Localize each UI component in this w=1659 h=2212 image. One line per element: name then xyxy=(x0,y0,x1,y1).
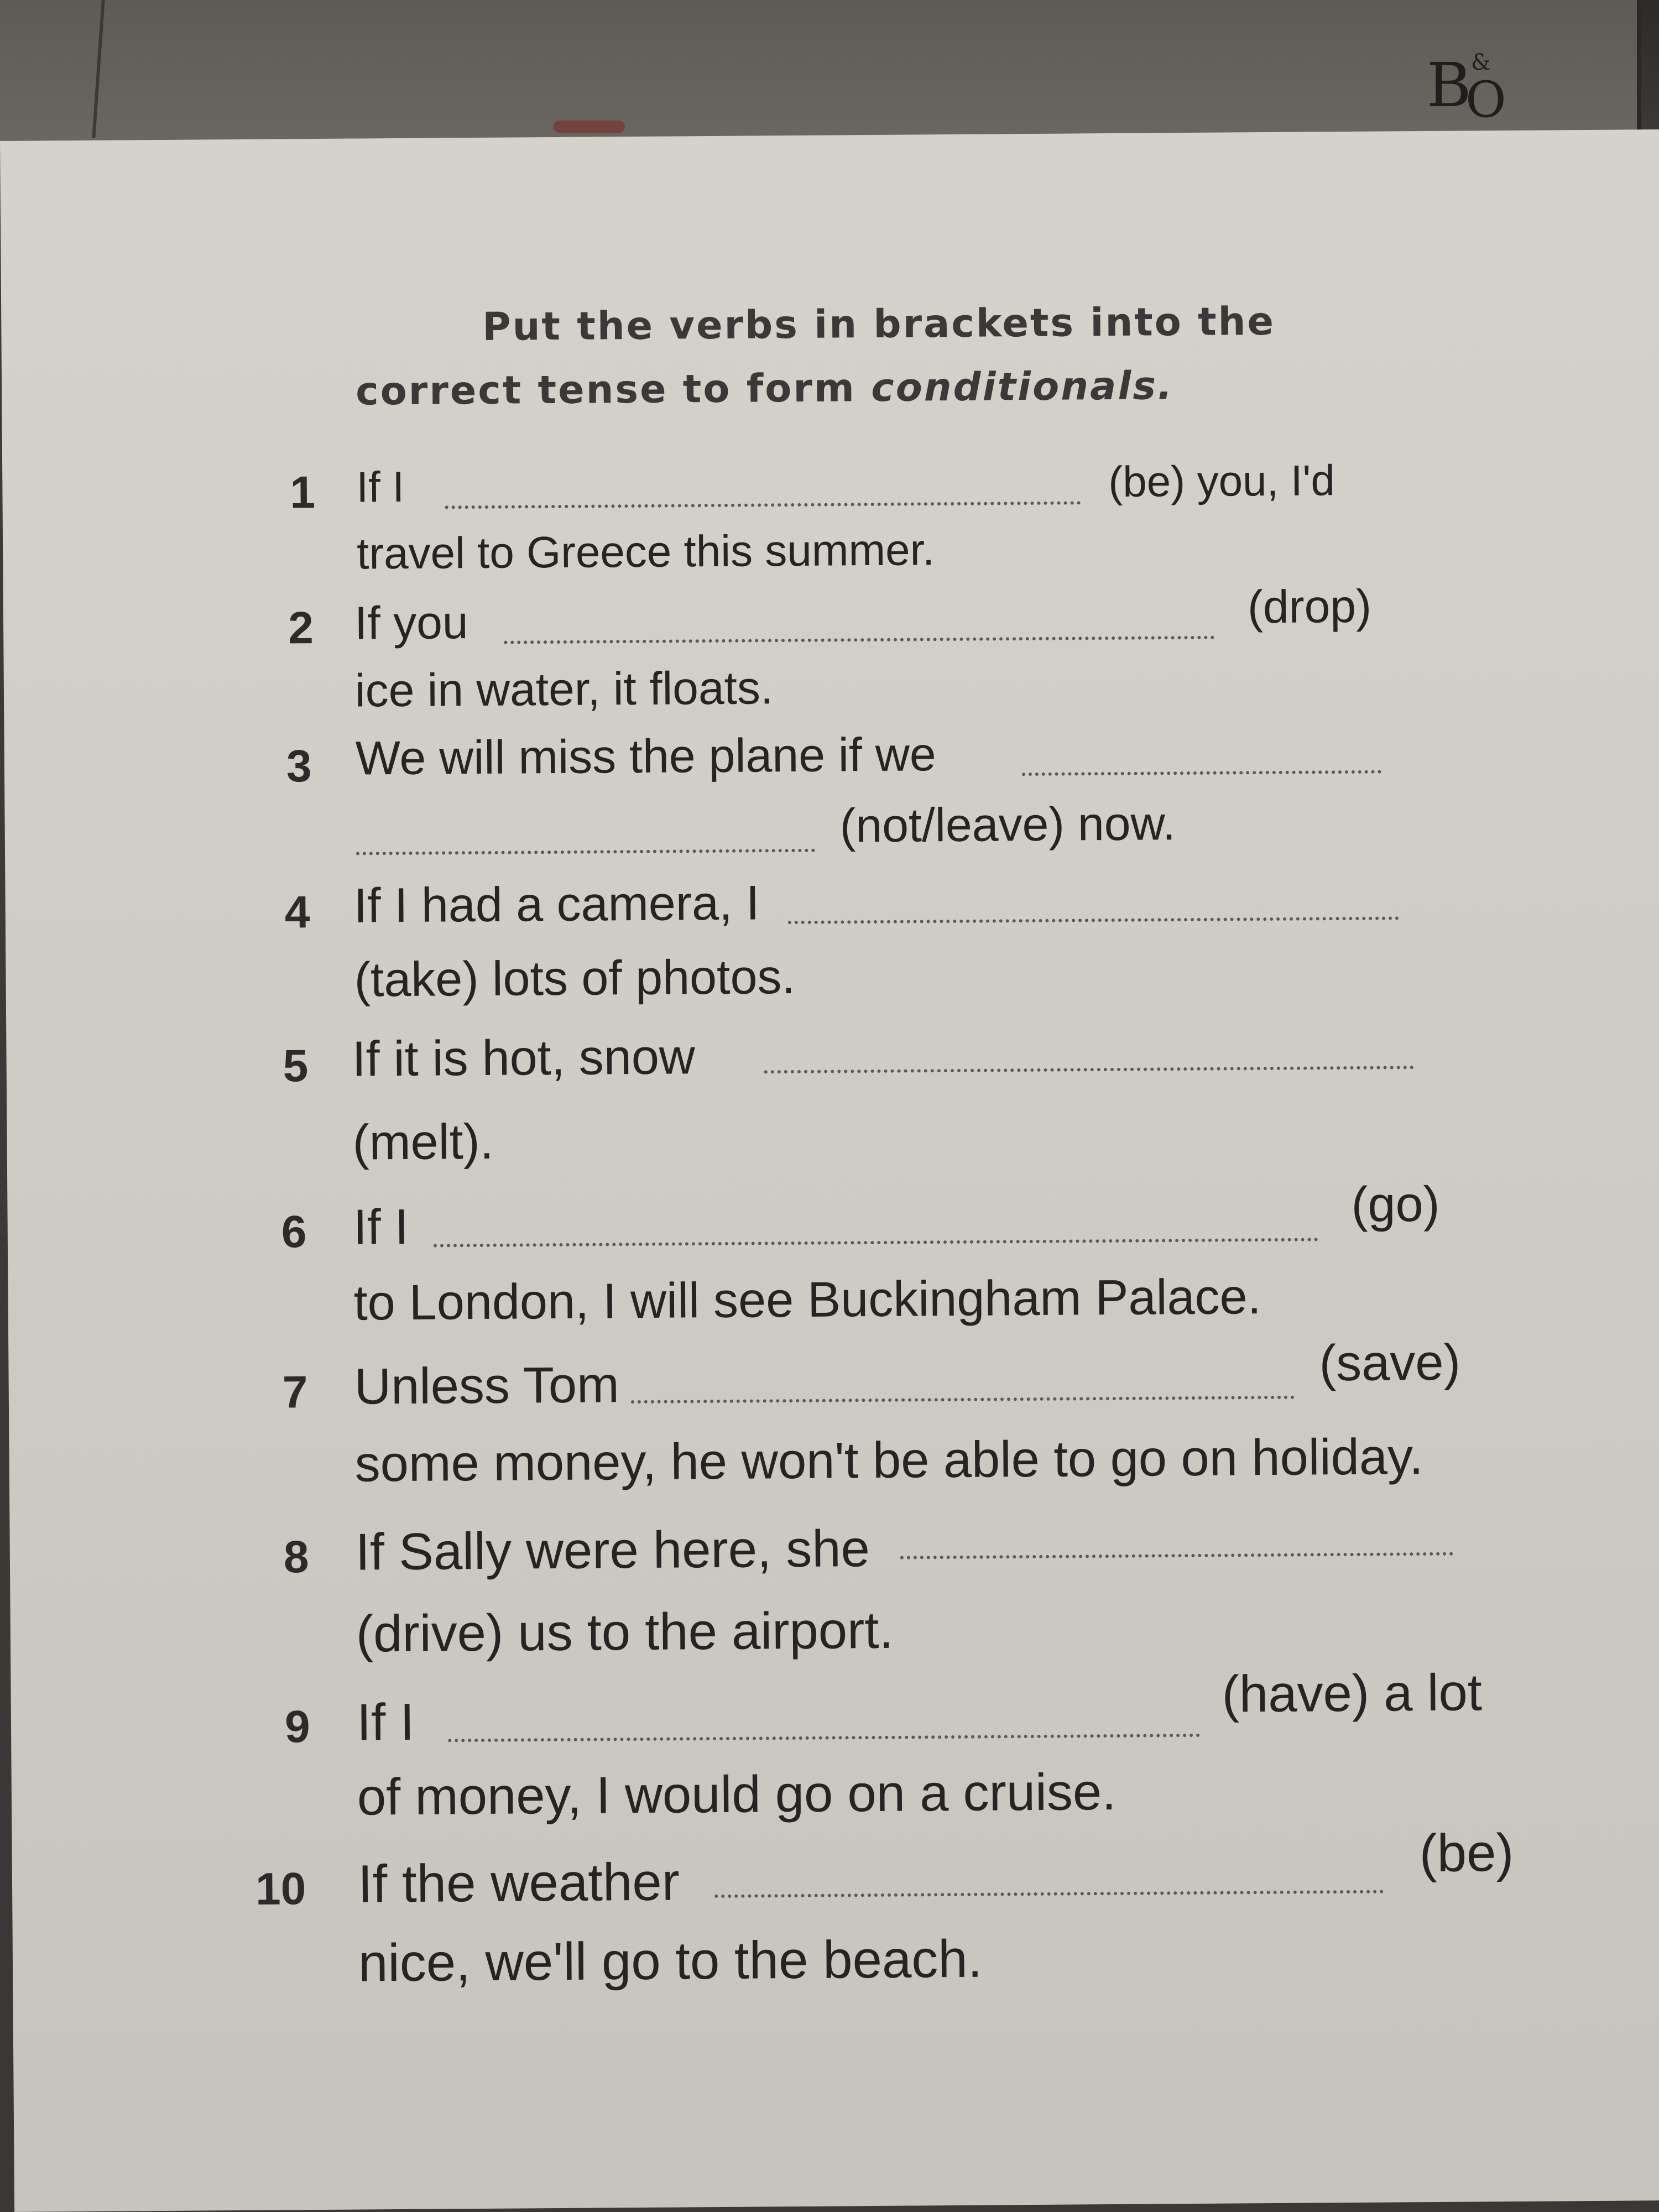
logo-letter-o: O xyxy=(1465,71,1506,129)
item-text-after: nice, we'll go to the beach. xyxy=(358,1929,983,1993)
item-text-after: to London, I will see Buckingham Palace. xyxy=(353,1269,1261,1331)
item-verb-hint: (not/leave) now. xyxy=(839,797,1176,853)
answer-blank[interactable] xyxy=(714,1890,1384,1898)
exercise-item-6 xyxy=(7,1169,1659,1331)
logo-letter-b: B xyxy=(1427,50,1472,121)
item-verb-hint: (have) a lot xyxy=(1222,1663,1483,1723)
worksheet-page xyxy=(0,129,1659,2212)
answer-blank[interactable] xyxy=(448,1734,1200,1742)
item-text-before: Unless Tom xyxy=(354,1357,620,1415)
item-number: 1 xyxy=(290,467,316,518)
item-text-before: If I xyxy=(356,1692,415,1751)
item-number: 2 xyxy=(288,603,314,654)
exercise-item-7 xyxy=(8,1332,1659,1493)
item-verb-hint: (take) lots of photos. xyxy=(354,948,796,1007)
item-verb-hint: (drive) us to the airport. xyxy=(356,1600,894,1663)
exercise-item-1 xyxy=(2,447,1659,578)
worksheet-content xyxy=(0,129,1659,2212)
item-text-before: If Sally were here, she xyxy=(355,1519,870,1581)
item-text-before: If you xyxy=(354,596,468,649)
red-mark xyxy=(553,121,625,133)
item-verb-hint: (be) xyxy=(1419,1823,1514,1884)
instruction-line-1: Put the verbs in brackets into the xyxy=(482,298,1276,349)
answer-blank-continued[interactable] xyxy=(356,849,815,855)
answer-blank[interactable] xyxy=(434,1238,1318,1247)
answer-blank[interactable] xyxy=(788,916,1399,924)
page-edge-line xyxy=(92,0,105,138)
item-text-before: If I xyxy=(353,1199,409,1255)
instruction-line-2-text: correct tense to form xyxy=(355,365,872,414)
item-verb-hint: (melt). xyxy=(352,1114,494,1171)
item-verb-hint: (save) xyxy=(1319,1334,1461,1392)
answer-blank[interactable] xyxy=(1022,770,1381,776)
item-number: 7 xyxy=(282,1367,308,1418)
item-number: 8 xyxy=(283,1532,309,1583)
item-number: 9 xyxy=(284,1702,310,1752)
exercise-item-8 xyxy=(9,1495,1659,1663)
item-text-after: travel to Greece this summer. xyxy=(356,525,935,578)
item-number: 6 xyxy=(281,1207,307,1258)
item-verb-hint: (be) you, I'd xyxy=(1108,456,1335,507)
publisher-logo xyxy=(1427,50,1504,127)
item-text-before: We will miss the plane if we xyxy=(355,728,937,785)
exercise-item-9 xyxy=(11,1661,1659,1826)
exercise-item-4 xyxy=(5,865,1659,1007)
exercise-item-5 xyxy=(6,1014,1659,1171)
answer-blank[interactable] xyxy=(445,501,1081,509)
item-text-before: If it is hot, snow xyxy=(352,1029,696,1087)
answer-blank[interactable] xyxy=(504,636,1214,644)
item-text-after: of money, I would go on a cruise. xyxy=(357,1762,1117,1826)
instruction-emphasis: conditionals. xyxy=(870,363,1174,411)
item-number: 3 xyxy=(286,741,312,792)
item-text-before: If the weather xyxy=(357,1852,680,1914)
item-text-before: If I had a camera, I xyxy=(353,875,760,933)
item-number: 4 xyxy=(284,887,310,938)
exercise-item-2 xyxy=(3,577,1659,717)
logo-ampersand: & xyxy=(1471,50,1491,75)
answer-blank[interactable] xyxy=(900,1552,1453,1559)
item-number: 5 xyxy=(283,1041,309,1092)
item-text-after: ice in water, it floats. xyxy=(354,661,774,717)
item-verb-hint: (go) xyxy=(1351,1176,1440,1233)
exercise-instruction xyxy=(355,290,1296,424)
item-verb-hint: (drop) xyxy=(1247,580,1372,633)
underlying-book-page xyxy=(0,0,1641,149)
exercise-item-3 xyxy=(4,716,1659,853)
item-text-before: If I xyxy=(356,462,405,512)
answer-blank[interactable] xyxy=(631,1396,1295,1404)
instruction-line-2 xyxy=(356,353,1296,424)
answer-blank[interactable] xyxy=(764,1066,1414,1073)
item-number: 10 xyxy=(255,1864,306,1914)
item-text-after: some money, he won't be able to go on holiday. xyxy=(354,1428,1424,1493)
